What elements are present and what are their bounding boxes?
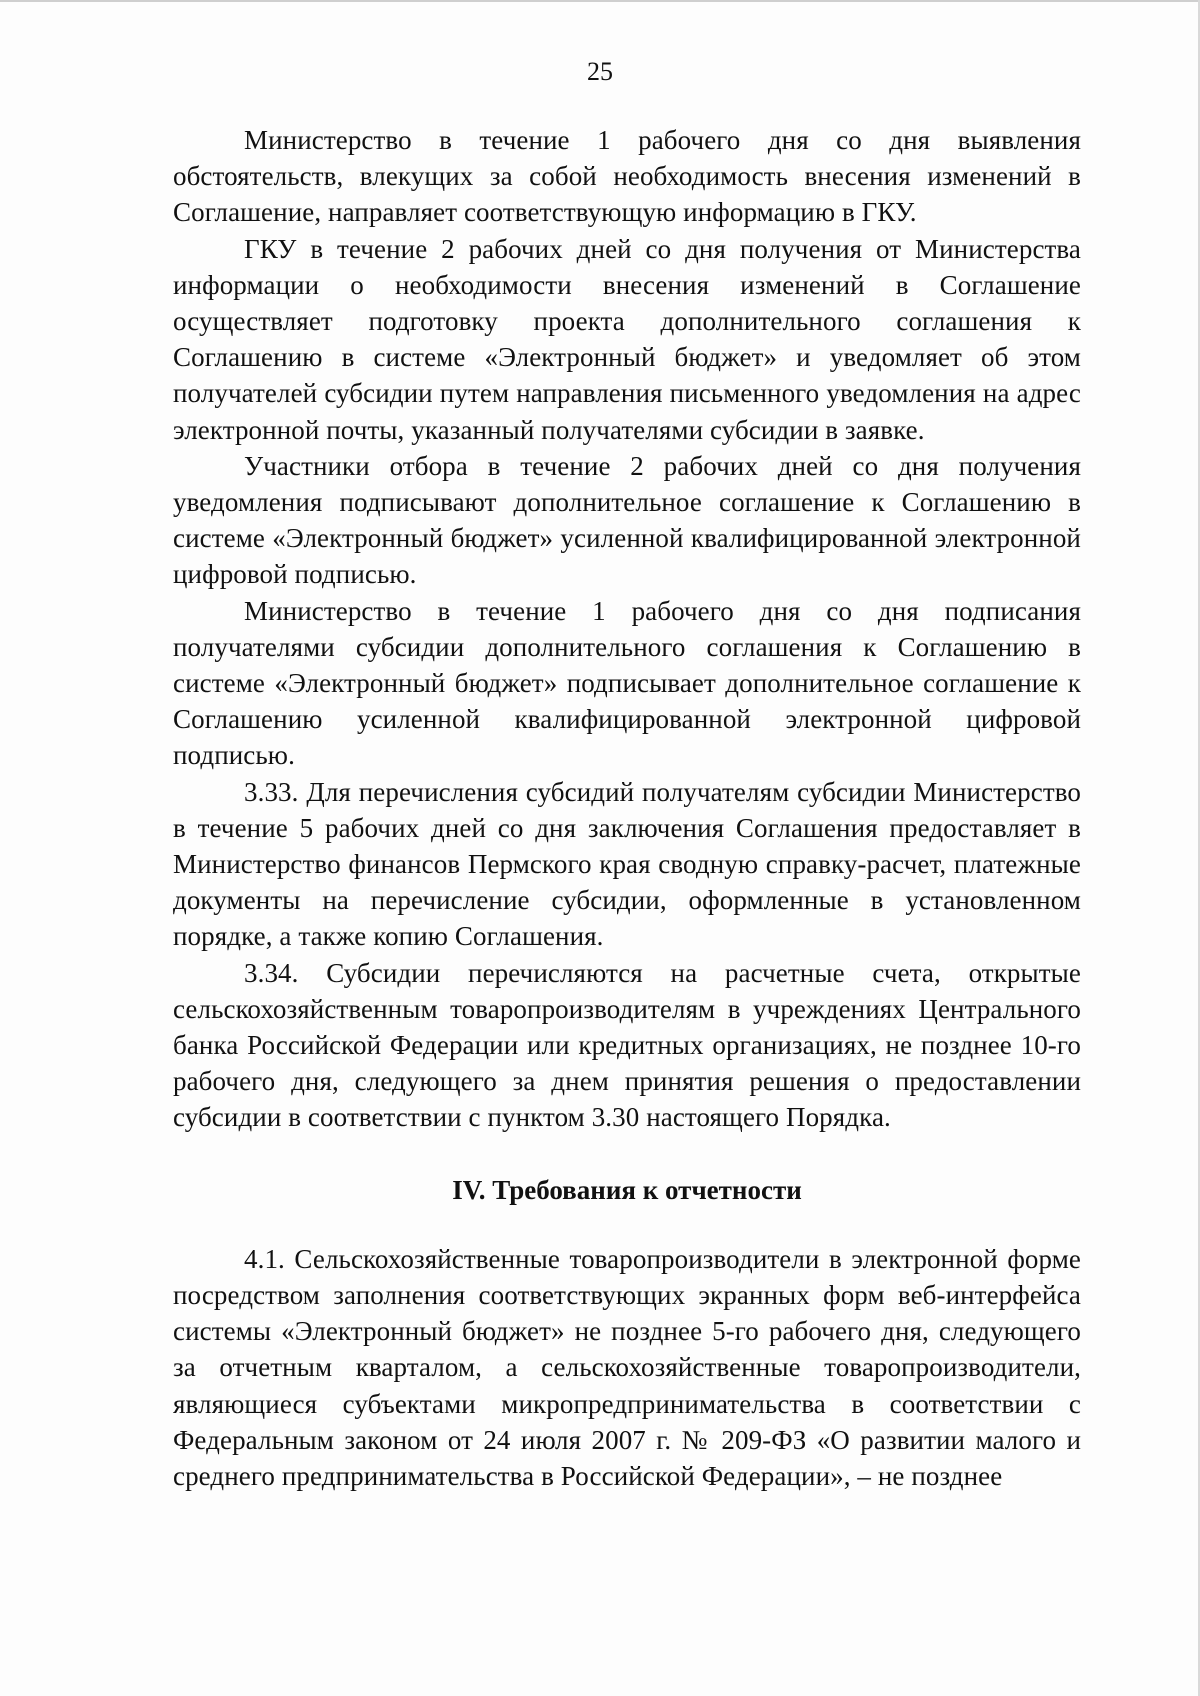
paragraph-clause-4-1: 4.1. Сельскохозяйственные товаропроизводители в электронной форме посредством заполнения соответствующих экранных форм веб-интерфейса системы «Электронный бюджет» не позднее 5-го рабочего дня, следующего за отчетным кварталом, а сельскохозяйственные товаропроизводители, являющиеся субъектами микропредпринимательства в соответствии с Федеральным законом от 24 июля 2007 г. № 209-ФЗ «О развитии малого и среднего предпринимательства в Российской Федерации», – не позднее [173,1243,1081,1491]
paragraph-ministry-signs: Министерство в течение 1 рабочего дня со дня подписания получателями субсидии дополнительного соглашения к Соглашению в системе «Электронный бюджет» подписывает дополнительное соглашение к Соглашению усиленной квалифицированной электронной цифровой подписью. [173,595,1081,771]
paragraph-gku-prepares-agreement: ГКУ в течение 2 рабочих дней со дня получения от Министерства информации о необходимости внесения изменений в Соглашение осуществляет подготовку проекта дополнительного соглашения к Соглашению в системе «Электронный бюджет» и уведомляет об этом получателей субсидии путем направления письменного уведомления на адрес электронной почты, указанный получателями субсидии в заявке. [173,233,1081,445]
page-number: 25 [587,57,613,86]
paragraph-clause-3-34: 3.34. Субсидии перечисляются на расчетные счета, открытые сельскохозяйственным товаропроизводителям в учреждениях Центрального банка Российской Федерации или кредитных организациях, не позднее 10-го рабочего дня, следующего за днем принятия решения о предоставлении субсидии в соответствии с пунктом 3.30 настоящего Порядка. [173,957,1081,1133]
scan-edge-top [0,0,1200,2]
paragraph-ministry-notifies-gku: Министерство в течение 1 рабочего дня со дня выявления обстоятельств, влекущих за собой необходимость внесения изменений в Соглашение, направляет соответствующую информацию в ГКУ. [173,125,1081,228]
paragraph-clause-3-33: 3.33. Для перечисления субсидий получателям субсидии Министерство в течение 5 рабочих дней со дня заключения Соглашения предоставляет в Министерство финансов Пермского края сводную справку-расчет, платежные документы на перечисление субсидии, оформленные в установленном порядке, а также копию Соглашения. [173,776,1081,952]
paragraph-participants-sign: Участники отбора в течение 2 рабочих дней со дня получения уведомления подписывают дополнительное соглашение к Соглашению в системе «Электронный бюджет» усиленной квалифицированной электронной цифровой подписью. [173,450,1081,590]
document-body [173,122,1081,1494]
section-heading: IV. Требования к отчетности [452,1174,802,1205]
